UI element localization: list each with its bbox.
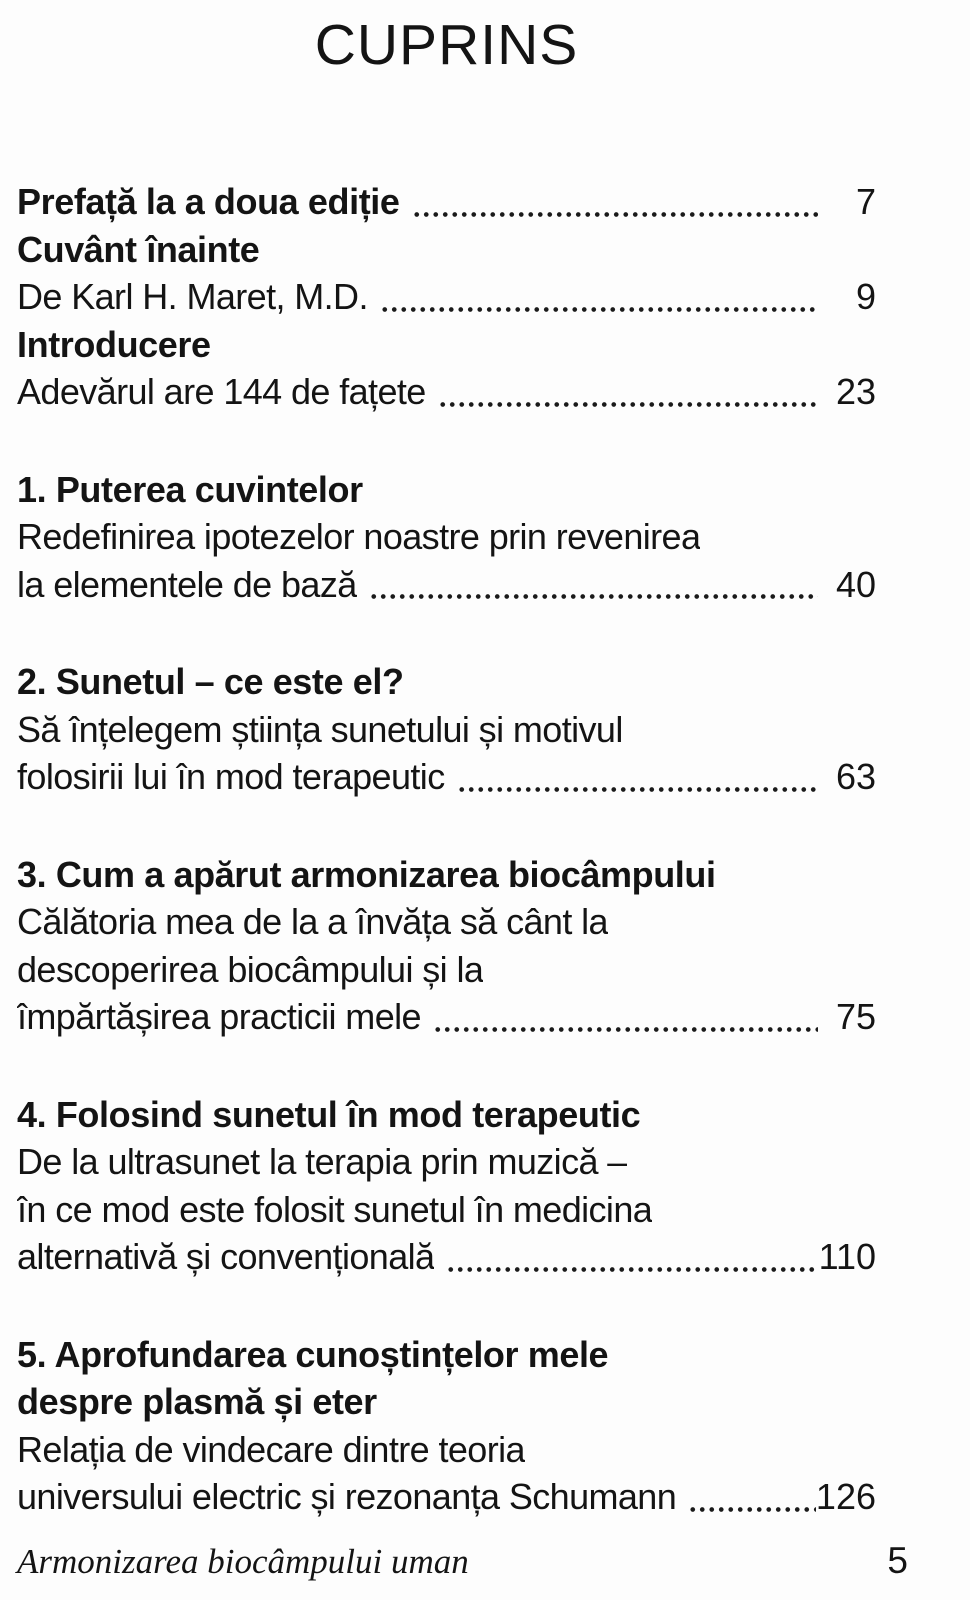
toc-entry[interactable] <box>17 753 876 801</box>
toc-entry[interactable] <box>17 898 876 946</box>
toc-entry[interactable] <box>17 1426 876 1474</box>
page-number: 110 <box>818 1236 876 1277</box>
toc-entry[interactable] <box>17 561 876 609</box>
page-number: 9 <box>855 276 876 317</box>
entry-text: despre plasmă și eter <box>17 1381 377 1422</box>
dot-leader <box>446 1267 818 1272</box>
dot-leader <box>412 212 818 217</box>
page-footer <box>17 1539 908 1584</box>
toc-entry[interactable] <box>17 658 876 706</box>
toc-block <box>17 1331 876 1521</box>
toc-entry[interactable] <box>17 1091 876 1139</box>
entry-text: Redefinirea ipotezelor noastre prin revenirea <box>17 516 701 557</box>
entry-text: descoperirea biocâmpului și la <box>17 948 484 990</box>
entry-text: Cuvânt înainte <box>17 228 260 270</box>
page-number: 126 <box>815 1476 876 1517</box>
entry-text: 1. Puterea cuvintelor <box>17 468 363 510</box>
entry-text: Adevărul are 144 de fațete <box>17 371 426 412</box>
toc-entry[interactable] <box>17 178 876 226</box>
toc-block <box>17 178 876 416</box>
toc-entry[interactable] <box>17 1473 876 1521</box>
entry-text: universului electric și rezonanța Schumann <box>17 1476 677 1517</box>
footer-book-title: Armonizarea biocâmpului uman <box>17 1542 469 1581</box>
dot-leader <box>433 1027 818 1032</box>
entry-text: Să înțelegem știința sunetului și motivul <box>17 708 623 750</box>
page-number: 7 <box>855 181 876 222</box>
toc-entry[interactable] <box>17 513 876 561</box>
entry-text: 5. Aprofundarea cunoștințelor mele <box>17 1333 609 1375</box>
toc-entry[interactable] <box>17 1138 876 1186</box>
entry-text: folosirii lui în mod terapeutic <box>17 756 445 797</box>
dot-leader <box>438 402 818 407</box>
page-number: 40 <box>835 563 876 605</box>
dot-leader <box>457 787 818 792</box>
toc-entry[interactable] <box>17 1378 876 1426</box>
toc-block <box>17 466 876 609</box>
toc-entry[interactable] <box>17 993 876 1041</box>
footer-page-number: 5 <box>887 1540 908 1581</box>
toc-list <box>17 178 876 1521</box>
dot-leader <box>688 1507 816 1512</box>
entry-text: Relația de vindecare dintre teoria <box>17 1428 525 1470</box>
toc-entry[interactable] <box>17 321 876 369</box>
toc-block <box>17 1091 876 1281</box>
entry-text: alternativă și convențională <box>17 1236 435 1277</box>
toc-entry[interactable] <box>17 946 876 994</box>
toc-entry[interactable] <box>17 1233 876 1281</box>
toc-entry[interactable] <box>17 706 876 754</box>
toc-entry[interactable] <box>17 1331 876 1379</box>
dot-leader <box>380 307 818 312</box>
entry-text: 2. Sunetul – ce este el? <box>17 661 404 702</box>
toc-entry[interactable] <box>17 1186 876 1234</box>
page-number: 63 <box>835 756 876 797</box>
page-number: 75 <box>835 996 876 1037</box>
dot-leader <box>369 594 818 599</box>
entry-text: De Karl H. Maret, M.D. <box>17 276 368 317</box>
entry-text: în ce mod este folosit sunetul în medicina <box>17 1188 653 1230</box>
entry-text: Introducere <box>17 323 211 365</box>
toc-entry[interactable] <box>17 273 876 321</box>
entry-text: Călătoria mea de la a învăța să cânt la <box>17 901 608 942</box>
toc-block <box>17 851 876 1041</box>
entry-text: 3. Cum a apărut armonizarea biocâmpului <box>17 853 716 895</box>
toc-entry[interactable] <box>17 851 876 899</box>
entry-text: De la ultrasunet la terapia prin muzică – <box>17 1141 627 1182</box>
page-title: CUPRINS <box>314 13 579 77</box>
entry-text: Prefață la a doua ediție <box>17 181 400 222</box>
entry-text: împărtășirea practicii mele <box>17 996 421 1037</box>
toc-entry[interactable] <box>17 226 876 274</box>
toc-entry[interactable] <box>17 466 876 514</box>
entry-text: la elementele de bază <box>17 563 357 605</box>
entry-text: 4. Folosind sunetul în mod terapeutic <box>17 1093 641 1135</box>
toc-block <box>17 658 876 801</box>
page-number: 23 <box>835 371 876 412</box>
toc-entry[interactable] <box>17 368 876 416</box>
